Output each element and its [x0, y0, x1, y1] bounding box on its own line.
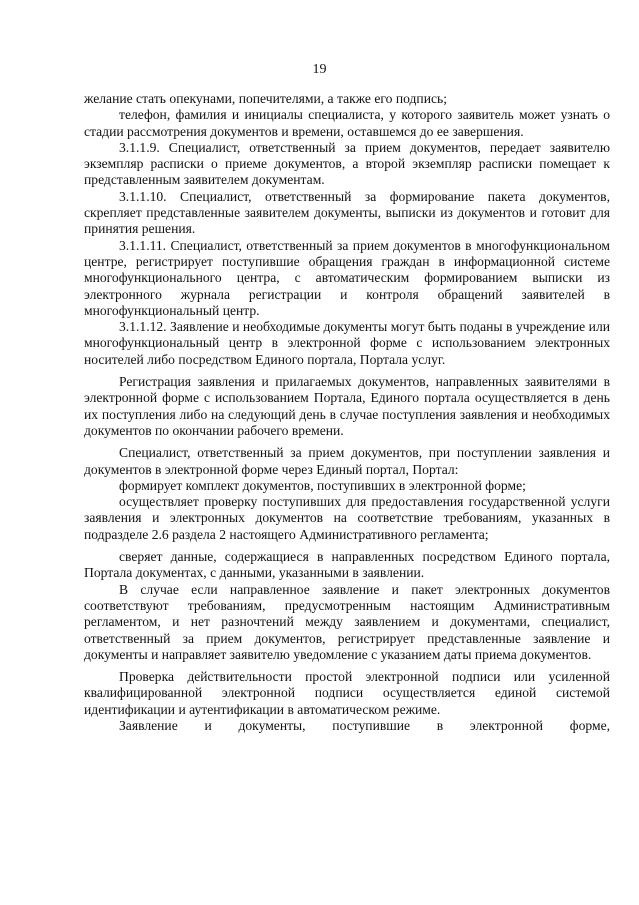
paragraph: Заявление и документы, поступившие в электронной форме,: [119, 717, 610, 733]
document-body: [84, 91, 610, 734]
paragraph: Регистрация заявления и прилагаемых документов, направленных заявителями в электронной форме с использованием Портала, Единого портала осуществляется в день их поступления либо на следующий день в случае поступления заявления и необходимых документов по окончании рабочего времени.: [84, 374, 610, 438]
page-number: 19: [312, 62, 327, 77]
paragraph: сверяет данные, содержащиеся в направленных посредством Единого портала, Портала документах, с данными, указанными в заявлении.: [84, 549, 610, 581]
paragraph: 3.1.1.9. Специалист, ответственный за прием документов, передает заявителю экземпляр расписки о приеме документов, а второй экземпляр расписки помещает к представленным заявителем документам.: [84, 139, 610, 188]
paragraph: телефон, фамилия и инициалы специалиста, у которого заявитель может узнать о стадии рассмотрения документов и времени, оставшемся до ее завершения.: [84, 107, 610, 139]
paragraph: В случае если направленное заявление и пакет электронных документов соответствуют требованиям, предусмотренным настоящим Административным регламентом, и нет разночтений между заявлением и документами, специалист, ответственный за прием документов, регистрирует представленные заявление и документы и направляет заявителю уведомление с указанием даты приема документов.: [84, 581, 610, 662]
paragraph: 3.1.1.11. Специалист, ответственный за прием документов в многофункциональном центре, регистрирует поступившие обращения граждан в информационной системе многофункционального центра, с автоматическим формированием выписки из электронного журнала регистрации и контроля обращений заявителей в многофункциональный центр.: [84, 237, 610, 318]
paragraph: Специалист, ответственный за прием документов, при поступлении заявления и документов в электронной форме через Единый портал, Портал:: [84, 445, 610, 477]
paragraph: 3.1.1.10. Специалист, ответственный за формирование пакета документов, скрепляет представленные заявителем документы, выписки из документов и готовит для принятия решения.: [84, 188, 610, 237]
paragraph: 3.1.1.12. Заявление и необходимые документы могут быть поданы в учреждение или многофункциональный центр в электронной форме с использованием электронных носителей либо посредством Единого портала, Портала услуг.: [84, 319, 610, 367]
paragraph: желание стать опекунами, попечителями, а также его подпись;: [84, 91, 447, 106]
paragraph: формирует комплект документов, поступивших в электронной форме;: [119, 477, 526, 493]
paragraph: Проверка действительности простой электронной подписи или усиленной квалифицированной электронной подписи осуществляется единой системой идентификации и аутентификации в автоматическом режиме.: [84, 669, 610, 717]
paragraph: осуществляет проверку поступивших для предоставления государственной услуги заявления и электронных документов на соответствие требованиям, указанных в подразделе 2.6 раздела 2 настоящего Административного регламента;: [84, 494, 610, 542]
